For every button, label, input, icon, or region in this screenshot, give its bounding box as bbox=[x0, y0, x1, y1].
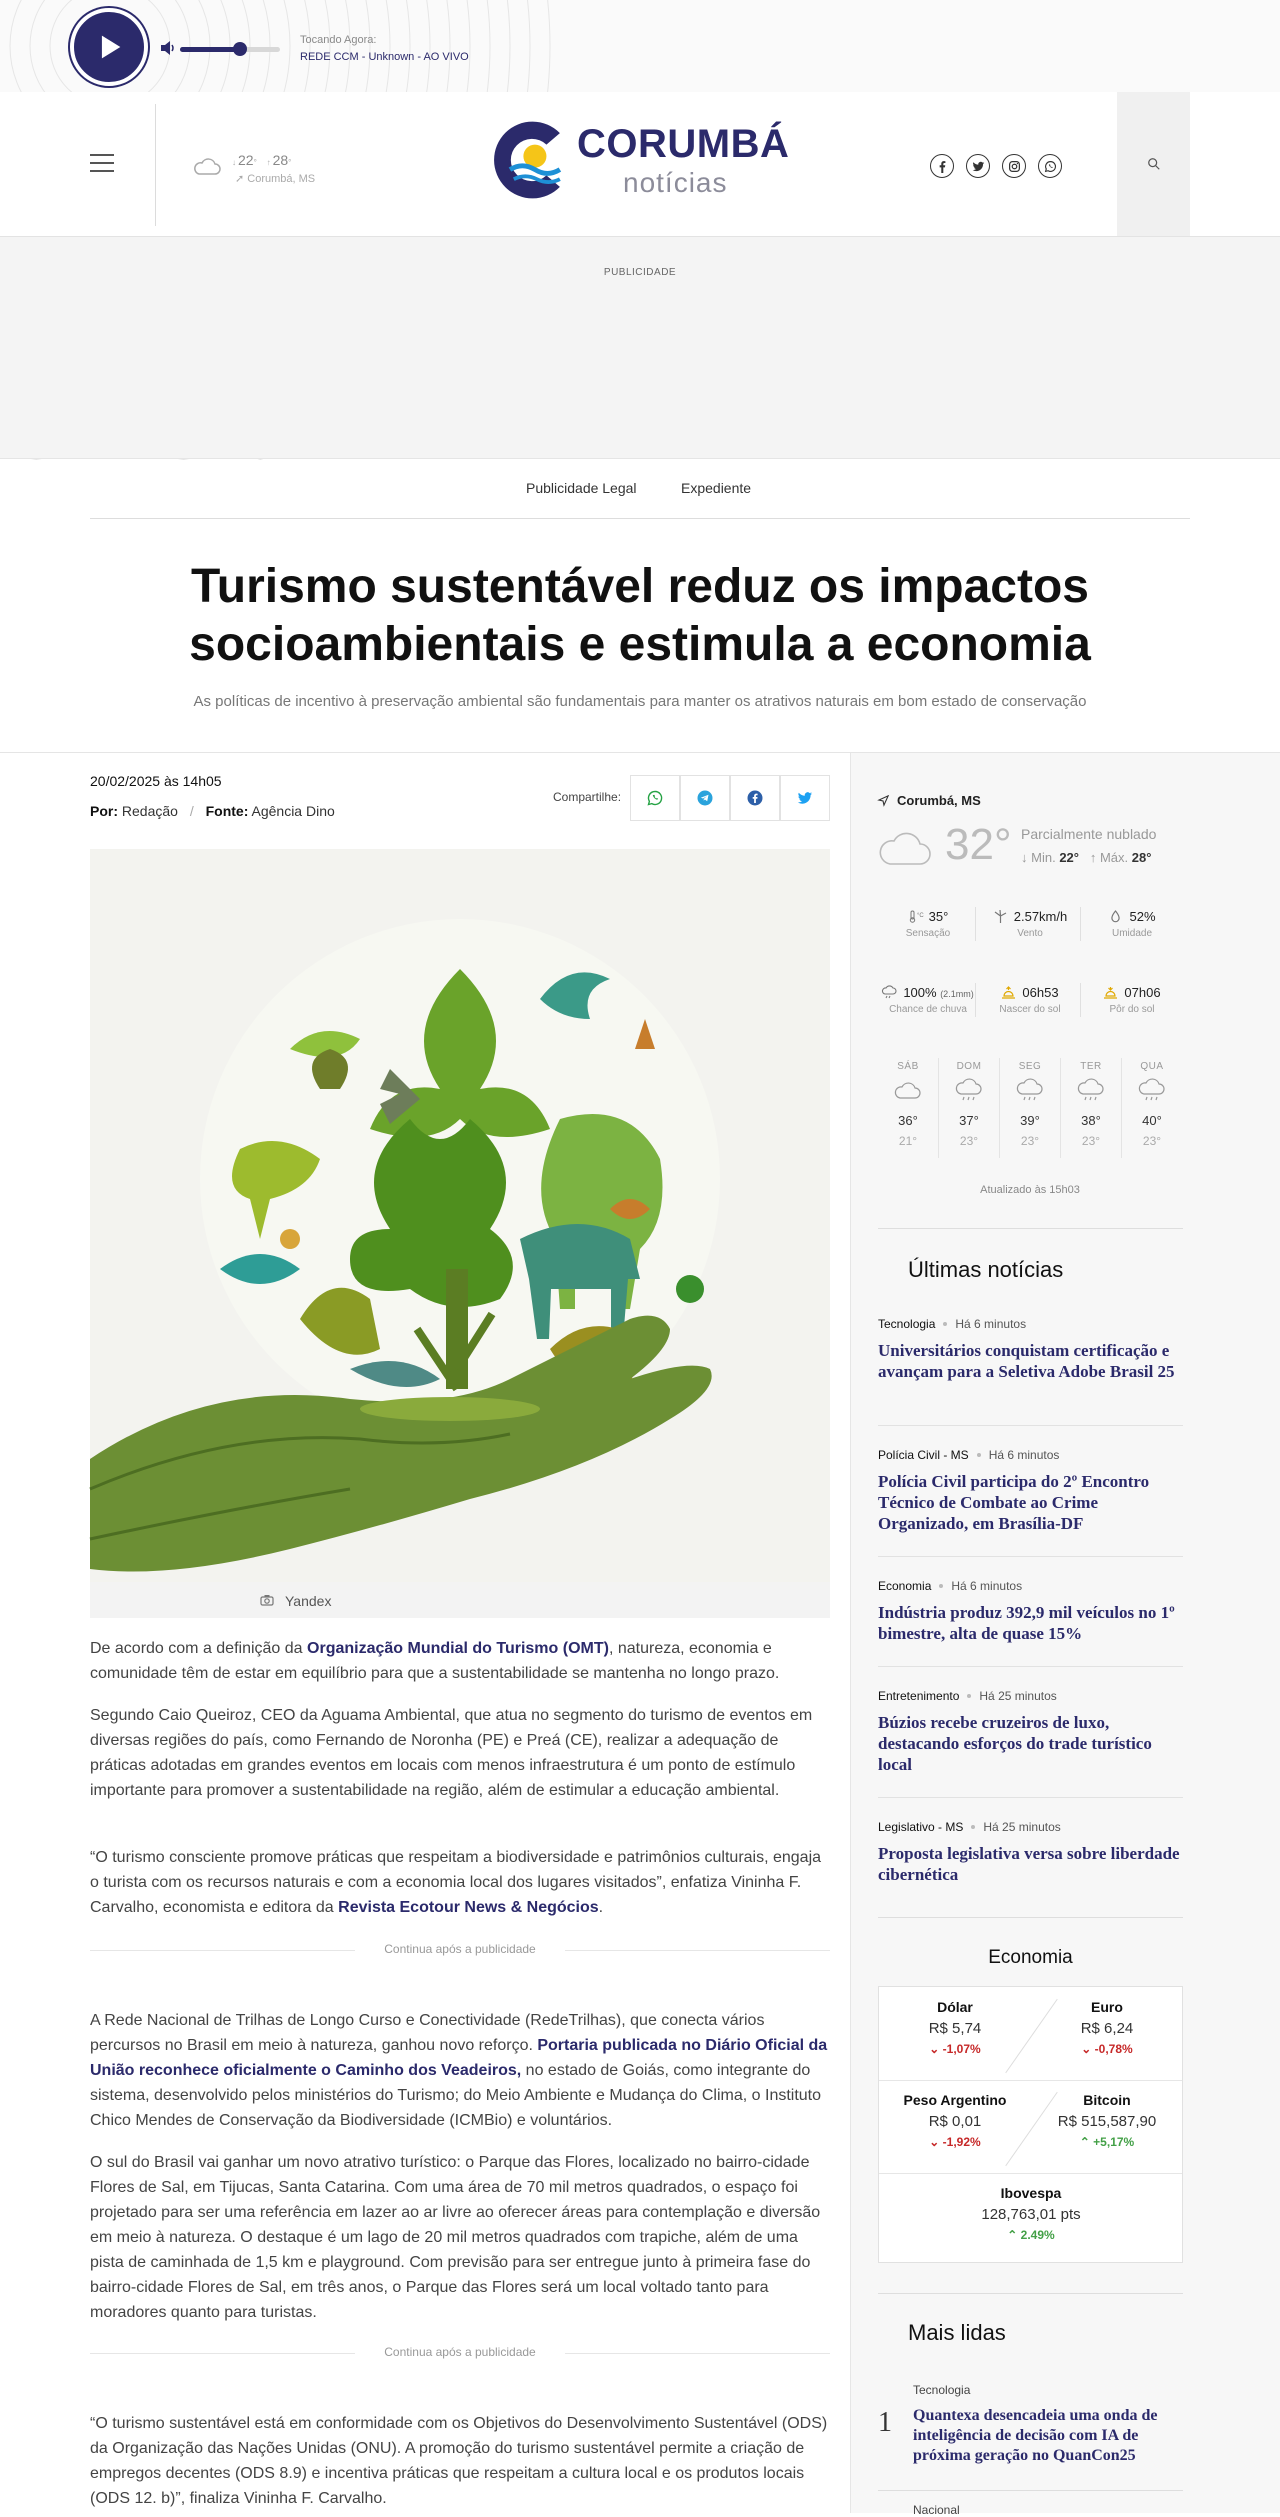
ad-continues-label-2: Continua após a publicidade bbox=[90, 2345, 830, 2359]
currency-name: Peso Argentino bbox=[903, 2092, 1007, 2108]
metric-divider bbox=[975, 907, 976, 941]
article-byline bbox=[90, 803, 335, 819]
latest-news-heading: Últimas notícias bbox=[908, 1257, 1064, 1282]
news-time: Há 6 minutos bbox=[951, 1579, 1023, 1593]
author-label: Por: bbox=[90, 803, 118, 819]
currency-peso-argentino bbox=[879, 2092, 1031, 2149]
currency-bitcoin bbox=[1031, 2092, 1183, 2149]
forecast-max: 39° bbox=[1020, 1113, 1040, 1128]
camera-icon bbox=[260, 1594, 274, 1606]
cloud-icon bbox=[192, 156, 222, 176]
forecast-day-label: QUA bbox=[1140, 1061, 1164, 1072]
sidebar-divider bbox=[878, 1917, 1183, 1918]
source-name: Agência Dino bbox=[251, 803, 335, 819]
change-value: -1,07% bbox=[942, 2042, 981, 2056]
facebook-icon bbox=[747, 790, 763, 806]
sunset-label: Pôr do sol bbox=[1109, 1004, 1155, 1015]
news-divider bbox=[878, 1556, 1183, 1557]
search-button[interactable] bbox=[1117, 92, 1190, 236]
header-weather-city-text: Corumbá, MS bbox=[247, 173, 316, 185]
p3-text-end: . bbox=[598, 1899, 604, 1916]
article-paragraph-5: O sul do Brasil vai ganhar um novo atrativo turístico: o Parque das Flores, localizado no bairro-cidade Flores de Sal, em Tijucas, Santa Catarina. Com uma área de 70 mil metros quadrados, o espaço foi projetado para ser uma referência em lazer ao ar livre ao oferecer áreas para contemplação e diversão em meio à natureza. O destaque é um lago de 20 mil metros quadrados com trapiche, além de uma pista de caminhada de 1,5 km e playground. Com previsão para ser entregue junto à primeira fase do bairro-cidade Flores de Sal, em três anos, o Parque das Flores será um local voltado tanto para moradores quanto para turistas. bbox=[90, 2154, 821, 2321]
currency-change: ⌄ -0,78% bbox=[1081, 2042, 1133, 2056]
humidity-label: Umidade bbox=[1111, 928, 1153, 939]
ad-banner bbox=[0, 237, 1280, 459]
site-logo[interactable] bbox=[485, 112, 795, 212]
volume-slider[interactable] bbox=[180, 47, 280, 52]
nav-divider bbox=[90, 518, 1190, 519]
link-omt[interactable]: Organização Mundial do Turismo (OMT) bbox=[307, 1640, 609, 1657]
index-name: Ibovespa bbox=[1000, 2185, 1062, 2201]
forecast-day-label: DOM bbox=[956, 1061, 982, 1072]
volume-icon[interactable] bbox=[160, 40, 178, 56]
news-divider bbox=[878, 1425, 1183, 1426]
p4-text-end: no estado de Goiás, como integrante do sistema, desenvolvido pelos ministérios do Turismo; do Meio Ambiente e Mudança do Clima, o Instituto Chico Mendes de Conservação da Biodiversidade (ICMBio) e voluntários. bbox=[90, 2062, 822, 2129]
news-category: Entretenimento bbox=[878, 1689, 960, 1703]
forecast-max: 37° bbox=[959, 1113, 979, 1128]
radio-bar bbox=[0, 0, 1280, 92]
weather-temp: 32° bbox=[945, 820, 1012, 869]
news-category: Tecnologia bbox=[878, 1317, 936, 1331]
p3-text-start: “O turismo consciente promove práticas que respeitam a biodiversidade e patrimônios culturais, engaja o turista com os recursos naturais e com a economia local dos lugares visitados”, enfatiza Vininha F. Carvalho, economista e editora da bbox=[90, 1849, 822, 1916]
ad-label: PUBLICIDADE bbox=[603, 267, 677, 278]
weather-min: 22° bbox=[1059, 850, 1079, 865]
humidity-value: 52% bbox=[1129, 909, 1156, 924]
article-paragraph-4 bbox=[90, 2008, 830, 2133]
sidebar-divider bbox=[878, 2490, 1183, 2491]
news-category: Economia bbox=[878, 1579, 932, 1593]
article-paragraph-6: “O turismo sustentável está em conformidade com os Objetivos do Desenvolvimento Sustentável (ODS) da Organização das Nações Unidas (ONU). A promoção do turismo sustentável permite a criação de empregos decentes (ODS 8.9) e incentiva práticas que respeitam a cultura local e os produtos locais (ODS 12. b)”, finaliza Vininha F. Carvalho. bbox=[90, 2415, 828, 2507]
news-category: Legislativo - MS bbox=[878, 1820, 964, 1834]
header-weather-max: 28 bbox=[272, 152, 289, 168]
weather-rain-chance bbox=[878, 985, 978, 1015]
news-time: Há 6 minutos bbox=[955, 1317, 1027, 1331]
rain-cloud-icon bbox=[1138, 1080, 1166, 1102]
news-item[interactable] bbox=[878, 1448, 1183, 1534]
sunrise-label: Nascer do sol bbox=[999, 1004, 1061, 1015]
news-divider bbox=[878, 1797, 1183, 1798]
rain-cloud-icon bbox=[882, 986, 897, 999]
rain-cloud-icon bbox=[1016, 1080, 1044, 1102]
article-paragraph-2: Segundo Caio Queiroz, CEO da Aguama Ambiental, que atua no segmento do turismo de eventos em diversas regiões do país, como Fernando de Noronha (PE) e Preá (CE), realizar a adequação de práticas adotadas em grandes eventos em locais com menos infraestrutura é um ponto de estímulo importante para promover a sustentabilidade na região, além de estimular a educação ambiental. bbox=[90, 1707, 813, 1799]
weather-minmax: ↓ Min. 22° ↑ Máx. 28° bbox=[1021, 850, 1152, 865]
cloud-icon bbox=[878, 828, 934, 868]
change-value: -1,92% bbox=[942, 2135, 981, 2149]
forecast-max: 38° bbox=[1081, 1113, 1101, 1128]
forecast-min: 23° bbox=[1020, 1134, 1040, 1148]
droplet-icon bbox=[1108, 910, 1123, 923]
currency-dolar bbox=[879, 1999, 1031, 2056]
forecast-day bbox=[1122, 1061, 1182, 1148]
secondary-nav bbox=[0, 460, 1280, 520]
economy-widget bbox=[878, 1986, 1183, 2263]
forecast-day-label: SEG bbox=[1018, 1061, 1042, 1072]
sunset-icon bbox=[1103, 986, 1118, 999]
wind-label: Vento bbox=[1017, 928, 1043, 939]
currency-name: Euro bbox=[1091, 1999, 1123, 2015]
eco-hand-illustration bbox=[90, 849, 830, 1582]
header-weather-temps: ↓ 22° ↑ 28° bbox=[232, 152, 292, 168]
most-read-rank: 1 bbox=[878, 2407, 892, 2438]
article-subtitle: As políticas de incentivo à preservação ambiental são fundamentais para manter os atrativos naturais em bom estado de conservação bbox=[193, 693, 1087, 710]
news-time: Há 25 minutos bbox=[979, 1689, 1057, 1703]
header-weather-min: 22 bbox=[238, 152, 254, 168]
volume-level bbox=[180, 47, 240, 52]
weather-condition: Parcialmente nublado bbox=[1021, 826, 1157, 842]
forecast-min: 23° bbox=[959, 1134, 979, 1148]
now-playing-label: Tocando Agora: bbox=[300, 34, 377, 46]
logo-subtitle: notícias bbox=[623, 167, 728, 198]
rain-chance-value: 100% bbox=[903, 985, 937, 1000]
article-title: Turismo sustentável reduz os impactos socioambientais e estimula a economia bbox=[189, 560, 1091, 671]
sunrise-value: 06h53 bbox=[1022, 985, 1059, 1000]
currency-euro bbox=[1031, 1999, 1183, 2056]
sunrise-icon bbox=[1001, 986, 1016, 999]
currency-price: R$ 6,24 bbox=[1080, 2020, 1134, 2037]
header-weather-city: ➚ Corumbá, MS bbox=[235, 173, 316, 185]
whatsapp-icon bbox=[647, 790, 663, 806]
news-item[interactable] bbox=[878, 1689, 1183, 1775]
forecast-max: 40° bbox=[1142, 1113, 1162, 1128]
article-paragraph-3 bbox=[90, 1845, 830, 1920]
article-date: 20/02/2025 às 14h05 bbox=[90, 773, 222, 789]
sidebar-divider bbox=[878, 1228, 1183, 1229]
share-telegram-button[interactable] bbox=[680, 775, 730, 821]
forecast-min: 23° bbox=[1142, 1134, 1162, 1148]
currency-price: R$ 515,587,90 bbox=[1057, 2113, 1157, 2130]
index-price: 128,763,01 pts bbox=[981, 2206, 1081, 2223]
p1-text-start: De acordo com a definição da bbox=[90, 1640, 308, 1657]
most-read-heading: Mais lidas bbox=[908, 2320, 1006, 2345]
news-title[interactable]: Proposta legislativa versa sobre liberdade cibernética bbox=[878, 1844, 1180, 1884]
most-read-next-category: Nacional bbox=[913, 2503, 960, 2517]
source-label: Fonte: bbox=[205, 803, 249, 819]
twitter-icon[interactable] bbox=[966, 154, 990, 178]
currency-name: Dólar bbox=[937, 1999, 973, 2015]
image-credit: Yandex bbox=[285, 1593, 332, 1609]
image-caption bbox=[90, 1582, 830, 1618]
logo-emblem bbox=[485, 112, 581, 208]
metric-divider bbox=[1080, 983, 1081, 1017]
forecast-day bbox=[878, 1061, 938, 1148]
currency-change: ⌄ -1,92% bbox=[929, 2135, 981, 2149]
share-whatsapp-button[interactable] bbox=[630, 775, 680, 821]
share-label: Compartilhe: bbox=[553, 790, 622, 804]
link-revista-ecotour[interactable]: Revista Ecotour News & Negócios bbox=[338, 1899, 599, 1916]
news-title[interactable]: Búzios recebe cruzeiros de luxo, destacando esforços do trade turístico local bbox=[878, 1713, 1152, 1774]
currency-name: Bitcoin bbox=[1083, 2092, 1131, 2108]
index-ibovespa bbox=[955, 2185, 1107, 2242]
row-divider bbox=[879, 2080, 1182, 2081]
weather-sunset bbox=[1082, 985, 1182, 1015]
play-button[interactable] bbox=[70, 8, 148, 86]
news-time: Há 6 minutos bbox=[988, 1448, 1060, 1462]
economy-heading: Economia bbox=[988, 1947, 1073, 1968]
sunset-value: 07h06 bbox=[1124, 985, 1161, 1000]
news-item[interactable] bbox=[878, 1579, 1183, 1644]
currency-change: ⌄ -1,07% bbox=[929, 2042, 981, 2056]
nav-item-publicidade-legal[interactable]: Publicidade Legal bbox=[526, 480, 637, 496]
thermometer-icon bbox=[908, 910, 923, 923]
nav-item-expediente[interactable]: Expediente bbox=[681, 480, 752, 496]
byline-separator: / bbox=[189, 803, 194, 819]
instagram-icon[interactable] bbox=[1002, 154, 1026, 178]
forecast-min: 23° bbox=[1081, 1134, 1101, 1148]
weather-city-text: Corumbá, MS bbox=[897, 793, 981, 808]
weather-min-label: Min. bbox=[1031, 850, 1056, 865]
weather-humidity bbox=[1082, 909, 1182, 939]
news-title[interactable]: Polícia Civil participa do 2º Encontro Técnico de Combate ao Crime Organizado, em Brasília-DF bbox=[878, 1472, 1150, 1533]
change-value: +5,17% bbox=[1093, 2135, 1135, 2149]
change-value: 2.49% bbox=[1020, 2228, 1055, 2242]
forecast-day-label: TER bbox=[1080, 1061, 1102, 1072]
volume-handle[interactable] bbox=[233, 42, 247, 56]
cloud-icon bbox=[894, 1080, 922, 1102]
change-value: -0,78% bbox=[1094, 2042, 1133, 2056]
row-divider bbox=[879, 2173, 1182, 2174]
menu-icon[interactable] bbox=[90, 154, 114, 172]
news-item[interactable] bbox=[878, 1820, 1183, 1885]
rain-cloud-icon bbox=[1077, 1080, 1105, 1102]
facebook-icon[interactable] bbox=[930, 154, 954, 178]
search-icon bbox=[1147, 157, 1161, 171]
rain-chance-label: Chance de chuva bbox=[889, 1004, 967, 1015]
article-image[interactable] bbox=[90, 849, 830, 1582]
feels-like-value: 35° bbox=[928, 909, 949, 924]
rain-cloud-icon bbox=[955, 1080, 983, 1102]
feels-like-label: Sensação bbox=[905, 928, 951, 939]
wind-value: 2.57km/h bbox=[1013, 909, 1068, 924]
news-category: Polícia Civil - MS bbox=[878, 1448, 969, 1462]
index-change: ⌃ 2.49% bbox=[1007, 2228, 1055, 2242]
forecast-min: 21° bbox=[898, 1134, 918, 1148]
link-portaria-diario-oficial[interactable]: Portaria publicada no Diário Oficial da União reconhece oficialmente o Caminho dos Veadeiros, bbox=[90, 2037, 828, 2079]
share-twitter-button[interactable] bbox=[780, 775, 830, 821]
article-paragraph-1 bbox=[90, 1636, 830, 1686]
weather-feels-like bbox=[878, 909, 978, 939]
p1-text-end: , natureza, economia e comunidade têm de estar em equilíbrio para que a sustentabilidade se mantenha no longo prazo. bbox=[90, 1640, 780, 1682]
whatsapp-icon[interactable] bbox=[1038, 154, 1062, 178]
most-read-category: Tecnologia bbox=[913, 2383, 971, 2397]
logo-wordmark: CORUMBÁ bbox=[577, 122, 790, 166]
currency-change: ⌃ +5,17% bbox=[1079, 2135, 1135, 2149]
news-title[interactable]: Universitários conquistam certificação e avançam para a Seletiva Adobe Brasil 25 bbox=[878, 1341, 1175, 1381]
now-playing-value: REDE CCM - Unknown - AO VIVO bbox=[300, 51, 469, 63]
weather-city bbox=[878, 793, 981, 808]
forecast-max: 36° bbox=[898, 1113, 918, 1128]
news-divider bbox=[878, 1666, 1183, 1667]
ad-continues-label: Continua após a publicidade bbox=[90, 1942, 830, 1956]
sidebar-divider bbox=[878, 2293, 1183, 2294]
forecast-day bbox=[1061, 1061, 1121, 1148]
header-divider bbox=[155, 104, 156, 226]
currency-price: R$ 5,74 bbox=[928, 2020, 982, 2037]
forecast-day-label: SÁB bbox=[897, 1061, 919, 1072]
forecast-day bbox=[939, 1061, 999, 1148]
telegram-icon bbox=[697, 790, 713, 806]
metric-divider bbox=[1080, 907, 1081, 941]
news-title[interactable]: Indústria produz 392,9 mil veículos no 1º bimestre, alta de quase 15% bbox=[878, 1603, 1175, 1643]
twitter-icon bbox=[797, 790, 813, 806]
forecast-day bbox=[1000, 1061, 1060, 1148]
play-icon bbox=[92, 30, 126, 64]
metric-divider bbox=[975, 983, 976, 1017]
news-time: Há 25 minutos bbox=[983, 1820, 1061, 1834]
site-header bbox=[0, 92, 1280, 237]
share-facebook-button[interactable] bbox=[730, 775, 780, 821]
most-read-title[interactable]: Quantexa desencadeia uma onda de inteligência de decisão com IA de próxima geração no QuanCon25 bbox=[913, 2407, 1158, 2464]
wind-turbine-icon bbox=[993, 910, 1008, 923]
news-item[interactable] bbox=[878, 1317, 1183, 1382]
weather-updated: Atualizado às 15h03 bbox=[980, 1184, 1080, 1196]
location-arrow-icon bbox=[878, 795, 889, 806]
weather-wind bbox=[980, 909, 1080, 939]
author-name: Redação bbox=[121, 803, 178, 819]
currency-price: R$ 0,01 bbox=[928, 2113, 982, 2130]
rain-amount: (2.1mm) bbox=[940, 989, 974, 999]
weather-max: 28° bbox=[1131, 850, 1152, 865]
p4-text-start: A Rede Nacional de Trilhas de Longo Curso e Conectividade (RedeTrilhas), que conecta vários percursos no Brasil em meio à natureza, ganhou novo reforço. bbox=[90, 2012, 765, 2054]
svg-text:°C: °C bbox=[916, 913, 924, 919]
weather-sunrise bbox=[980, 985, 1080, 1015]
weather-max-label: Máx. bbox=[1099, 850, 1129, 865]
